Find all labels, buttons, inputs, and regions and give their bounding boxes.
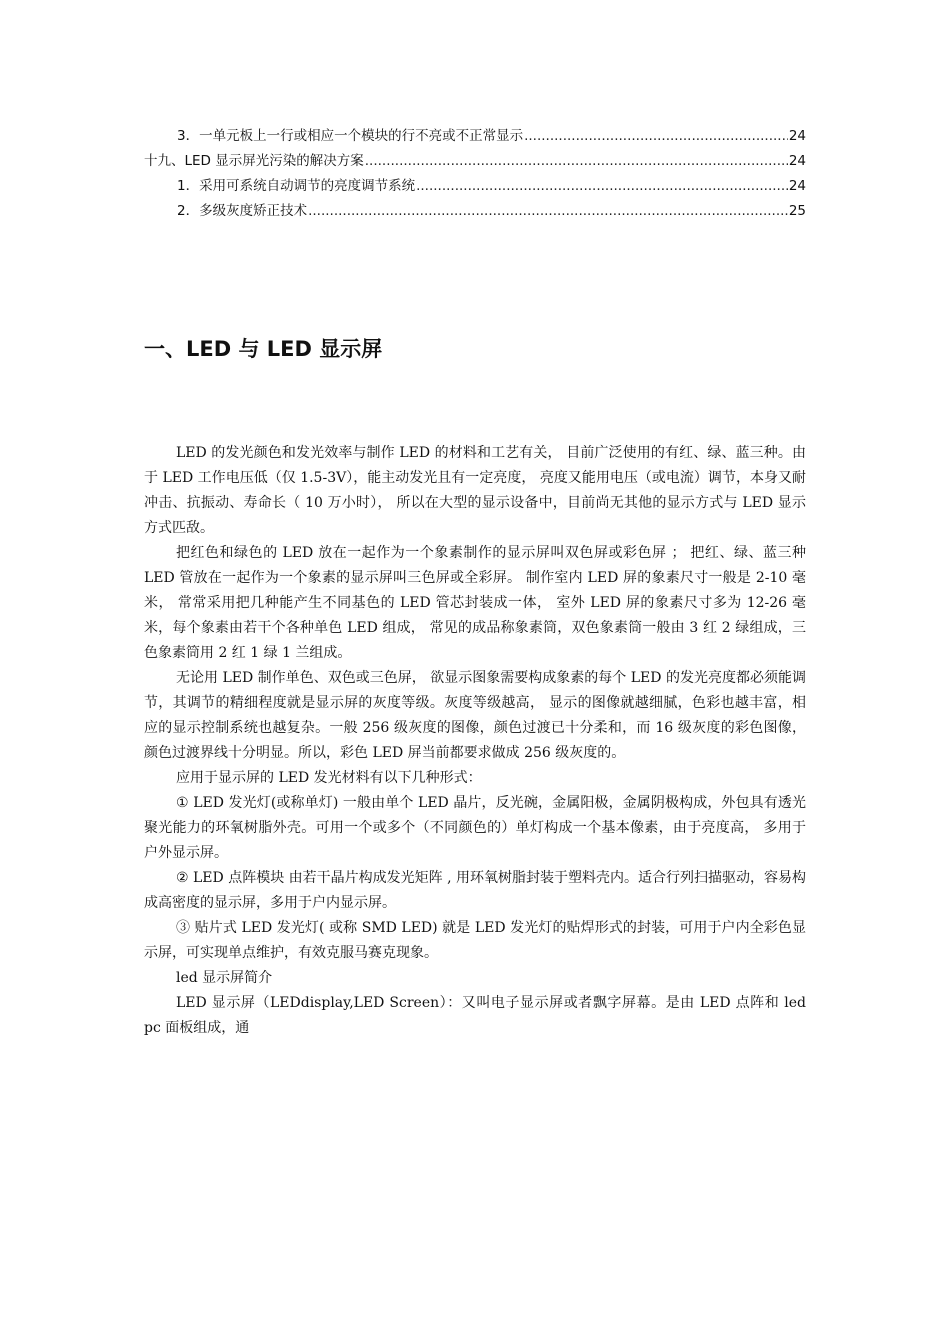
paragraph: 应用于显示屏的 LED 发光材料有以下几种形式： [176,770,482,786]
toc-leader-dots [308,199,788,224]
paragraph: ② LED 点阵模块 由若干晶片构成发光矩阵 , 用环氧树脂封装于塑料壳内。适合行列扫描驱动，容易构成高密度的显示屏，多用于户内显示屏。 [144,870,806,911]
toc-entry-title: 十九、LED 显示屏光污染的解决方案 [144,153,364,169]
body-text [144,441,806,1041]
toc-entry[interactable] [144,149,806,174]
toc-entry-title: 1．采用可系统自动调节的亮度调节系统 [177,178,416,194]
table-of-contents [144,124,806,224]
paragraph: ① LED 发光灯(或称单灯) 一般由单个 LED 晶片，反光碗，金属阳极，金属阴极构成，外包具有透光聚光能力的环氧树脂外壳。可用一个或多个（不同颜色的）单灯构成一个基本像素，由于亮度高， 多用于户外显示屏。 [144,795,806,861]
paragraph: 把红色和绿色的 LED 放在一起作为一个象素制作的显示屏叫双色屏或彩色屏 ； 把红、绿、蓝三种 LED 管放在一起作为一个象素的显示屏叫三色屏或全彩屏。 制作室内 LED 屏的象素尺寸一般是 2-10 毫米， 常常采用把几种能产生不同基色的 LED 管芯封装成一体， 室外 LED 屏的象素尺寸多为 12-26 毫米，每个象素由若干个各种单色 LED 组成， 常见的成品称象素筒，双色象素筒一般由 3 红 2 绿组成，三色象素筒用 2 红 1 绿 1 兰组成。 [144,545,806,661]
toc-entry-page: 24 [788,128,806,144]
toc-leader-dots [524,124,788,149]
toc-entry[interactable] [144,124,806,149]
paragraph: LED 显示屏（LEDdisplay,LED Screen）：又叫电子显示屏或者飘字屏幕。是由 LED 点阵和 led pc 面板组成，通 [144,995,806,1036]
toc-entry-page: 25 [788,203,806,219]
paragraph: 无论用 LED 制作单色、双色或三色屏， 欲显示图象需要构成象素的每个 LED 的发光亮度都必须能调节，其调节的精细程度就是显示屏的灰度等级。灰度等级越高， 显示的图像就越细腻，色彩也越丰富，相应的显示控制系统也越复杂。一般 256 级灰度的图像，颜色过渡已十分柔和，而 16 级灰度的彩色图像，颜色过渡界线十分明显。所以，彩色 LED 屏当前都要求做成 256 级灰度的。 [144,670,806,761]
toc-leader-dots [416,174,788,199]
toc-entry-title: 2．多级灰度矫正技术 [177,203,308,219]
paragraph: LED 的发光颜色和发光效率与制作 LED 的材料和工艺有关， 目前广泛使用的有红、绿、蓝三种。由于 LED 工作电压低（仅 1.5-3V），能主动发光且有一定亮度， 亮度又能用电压（或电流）调节，本身又耐冲击、抗振动、寿命长（ 10 万小时）， 所以在大型的显示设备中，目前尚无其他的显示方式与 LED 显示方式匹敌。 [144,445,806,536]
section-heading: 一、LED 与 LED 显示屏 [144,337,383,361]
toc-entry[interactable] [144,174,806,199]
paragraph: ③ 贴片式 LED 发光灯( 或称 SMD LED) 就是 LED 发光灯的贴焊形式的封装，可用于户内全彩色显示屏，可实现单点维护，有效克服马赛克现象。 [144,920,806,961]
paragraph: led 显示屏简介 [176,970,273,986]
toc-leader-dots [365,149,788,174]
toc-entry-title: 3．一单元板上一行或相应一个模块的行不亮或不正常显示 [177,128,524,144]
toc-entry-page: 24 [788,153,806,169]
toc-entry-page: 24 [788,178,806,194]
toc-entry[interactable] [144,199,806,224]
